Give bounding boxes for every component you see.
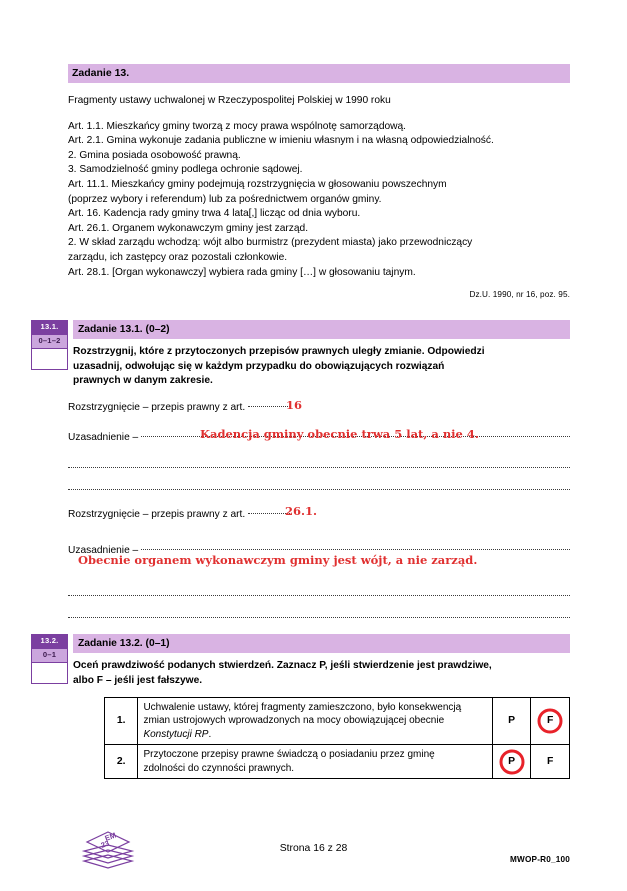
margin-points-box: 0–1–2 bbox=[31, 334, 68, 348]
task-13-1-instruction bbox=[73, 345, 570, 389]
justification-label-1: Uzasadnienie – bbox=[68, 432, 139, 443]
answer-blank-line[interactable] bbox=[68, 489, 570, 490]
answer-area-2 bbox=[68, 504, 570, 618]
task-13-2 bbox=[31, 634, 570, 688]
answer-blank-line[interactable] bbox=[68, 617, 570, 618]
instruction-line: prawnych w danym zakresie. bbox=[73, 375, 213, 387]
task-13-heading: Zadanie 13. bbox=[68, 64, 570, 83]
option-true-row2[interactable] bbox=[492, 745, 531, 779]
option-false-label: F bbox=[547, 755, 554, 767]
option-true-row1[interactable] bbox=[492, 698, 531, 745]
stimulus-intro: Fragmenty ustawy uchwalonej w Rzeczypospolitej Polskiej w 1990 roku bbox=[68, 95, 391, 106]
article-line: (poprzez wybory i referendum) lub za pośrednictwem organów gminy. bbox=[68, 193, 382, 205]
option-true-label: P bbox=[508, 715, 516, 727]
statement-line: Uchwalenie ustawy, której fragmenty zamieszczono, było konsekwencją bbox=[143, 702, 462, 713]
statement-tail: . bbox=[208, 728, 212, 740]
statement-line: Przytoczone przepisy prawne świadczą o posiadaniu przez gminę bbox=[143, 749, 435, 761]
true-false-table bbox=[104, 697, 570, 779]
table-row bbox=[105, 745, 570, 779]
page-number: Strona 16 z 28 bbox=[279, 843, 348, 854]
justification-blank-2[interactable] bbox=[141, 549, 570, 550]
statement-line: zmian ustrojowych wprowadzonych na mocy obowiązującej obecnie bbox=[143, 715, 445, 727]
article-line: 3. Samodzielność gminy podlega ochronie sądowej. bbox=[68, 164, 303, 176]
margin-code-box: 13.1. bbox=[31, 320, 68, 334]
instruction-line: Oceń prawdziwość podanych stwierdzeń. Zaznacz P, jeśli stwierdzenie jest prawdziwe, bbox=[73, 660, 492, 671]
task-13-1-margin bbox=[31, 320, 68, 370]
decision-blank-2[interactable] bbox=[248, 513, 290, 514]
decision-answer-1: 16 bbox=[286, 398, 303, 412]
answer-blank-line[interactable] bbox=[68, 467, 570, 468]
source-citation: Dz.U. 1990, nr 16, poz. 95. bbox=[469, 290, 570, 300]
task-13-2-instruction bbox=[73, 659, 570, 688]
table-row bbox=[105, 698, 570, 745]
answer-blank-line[interactable] bbox=[68, 595, 570, 596]
row-number: 1. bbox=[105, 698, 138, 745]
instruction-line: Rozstrzygnij, które z przytoczonych przepisów prawnych uległy zmianie. Odpowiedzi bbox=[73, 346, 485, 357]
article-line: Art. 26.1. Organem wykonawczym gminy jest zarząd. bbox=[68, 222, 309, 234]
article-line: Art. 28.1. [Organ wykonawczy] wybiera rada gminy […] w głosowaniu tajnym. bbox=[68, 266, 416, 278]
decision-line-2 bbox=[68, 507, 570, 523]
row-statement bbox=[138, 698, 492, 745]
margin-code-box: 13.2. bbox=[31, 634, 68, 648]
article-line: Art. 16. Kadencja rady gminy trwa 4 lata[,] licząc od dnia wyboru. bbox=[68, 208, 361, 220]
margin-score-box[interactable] bbox=[31, 348, 68, 370]
answer-area-1 bbox=[68, 400, 570, 490]
statement-line: zdolności do czynności prawnych. bbox=[143, 762, 295, 774]
task-13-1 bbox=[31, 320, 570, 389]
logo-text-bottom: 23 bbox=[99, 838, 111, 850]
decision-label-2: Rozstrzygnięcie – przepis prawny z art. bbox=[68, 509, 246, 520]
margin-points-box: 0–1 bbox=[31, 648, 68, 662]
option-true-label: P bbox=[508, 755, 516, 767]
form-code: MWOP-R0_100 bbox=[510, 855, 570, 864]
justification-answer-2: Obecnie organem wykonawczym gminy jest wójt, a nie zarząd. bbox=[78, 553, 478, 567]
task-13-1-band: Zadanie 13.1. (0–2) bbox=[73, 320, 570, 339]
article-line: zarządu, ich zastępcy oraz pozostali członkowie. bbox=[68, 251, 288, 263]
article-line: 2. Gmina posiada osobowość prawną. bbox=[68, 149, 241, 161]
decision-line-1 bbox=[68, 400, 570, 416]
article-line: Art. 2.1. Gmina wykonuje zadania publiczne w imieniu własnym i na własną odpowiedzialność. bbox=[68, 135, 494, 147]
margin-score-box[interactable] bbox=[31, 662, 68, 684]
option-false-row1[interactable] bbox=[531, 698, 570, 745]
stimulus-section bbox=[68, 64, 570, 299]
decision-label-1: Rozstrzygnięcie – przepis prawny z art. bbox=[68, 402, 246, 413]
justification-answer-1: Kadencja gminy obecnie trwa 5 lat, a nie 4. bbox=[200, 427, 479, 441]
instruction-line: albo F – jeśli jest fałszywe. bbox=[73, 674, 203, 686]
article-line: Art. 11.1. Mieszkańcy gminy podejmują rozstrzygnięcia w głosowaniu powszechnym bbox=[68, 178, 447, 190]
instruction-line: uzasadnij, odwołując się w każdym przypadku do obowiązujących rozwiązań bbox=[73, 360, 445, 372]
option-false-row2[interactable] bbox=[531, 745, 570, 779]
justification-label-2: Uzasadnienie – bbox=[68, 545, 139, 556]
row-number: 2. bbox=[105, 745, 138, 779]
task-13-2-band: Zadanie 13.2. (0–1) bbox=[73, 634, 570, 653]
option-false-label: F bbox=[547, 715, 554, 727]
row-statement bbox=[138, 745, 492, 779]
decision-answer-2: 26.1. bbox=[285, 504, 318, 518]
statement-italic: Konstytucji RP bbox=[143, 728, 209, 740]
task-13-2-margin bbox=[31, 634, 68, 684]
decision-blank-1[interactable] bbox=[248, 406, 290, 407]
article-line: Art. 1.1. Mieszkańcy gminy tworzą z mocy prawa wspólnotę samorządową. bbox=[68, 120, 407, 132]
article-line: 2. W skład zarządu wchodzą: wójt albo burmistrz (prezydent miasta) jako przewodniczący bbox=[68, 237, 473, 249]
logo-text-top: EM bbox=[103, 830, 118, 843]
